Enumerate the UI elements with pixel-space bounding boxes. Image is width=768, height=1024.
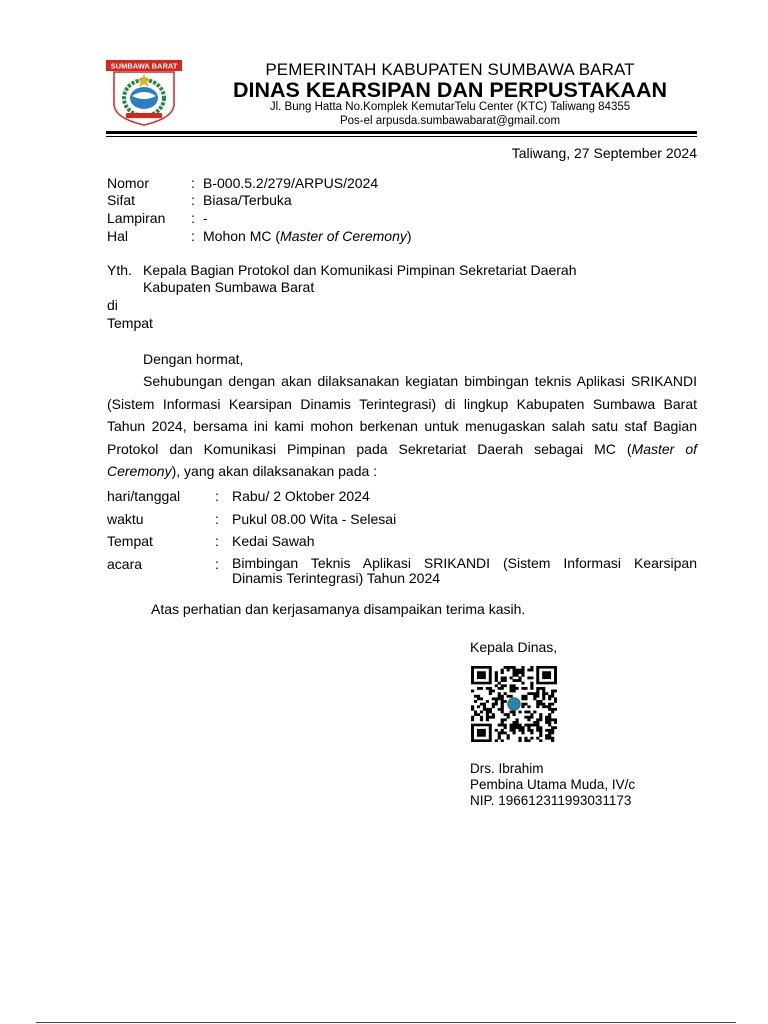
signature-qr-code <box>471 666 557 742</box>
signer-rank: Pembina Utama Muda, IV/c <box>470 777 636 792</box>
header-email: Pos-el arpusda.sumbawabarat@gmail.com <box>339 115 561 127</box>
meta-value-lampiran: - <box>203 210 208 226</box>
meta-label-sifat: Sifat <box>107 192 136 208</box>
meta-value-sifat: Biasa/Terbuka <box>203 192 292 208</box>
signer-name: Drs. Ibrahim <box>470 761 544 776</box>
header-divider-thin <box>106 136 697 137</box>
letter-date: Taliwang, 27 September 2024 <box>511 145 697 161</box>
logo-banner-text: SUMBAWA BARAT <box>110 61 178 71</box>
detail-colon: : <box>215 488 219 504</box>
detail-label-event: acara <box>107 556 143 572</box>
signature-title: Kepala Dinas, <box>470 639 558 655</box>
detail-label-time: waktu <box>107 511 144 527</box>
detail-value-date: Rabu/ 2 Oktober 2024 <box>232 488 370 504</box>
meta-colon: : <box>191 175 195 191</box>
body-paragraph-text: Sehubungan dengan akan dilaksanakan kegiatan bimbingan teknis Aplikasi SRIKANDI (Sistem Informasi Kearsipan Dinamis Terintegrasi) di lingkup Kabupaten Sumbawa Barat Tahun 2024, bersama ini kami mohon berkenan untuk menugaskan salah satu staf Bagian Protokol dan Komunikasi Pimpinan pada Sekretariat Daerah sebagai MC ( <box>107 373 697 457</box>
hal-prefix: Mohon MC ( <box>203 228 281 244</box>
detail-value-event: Bimbingan Teknis Aplikasi SRIKANDI (Sistem Informasi Kearsipan Dinamis Terintegrasi) Tahun 2024 <box>232 555 697 586</box>
recipient-line1: Kepala Bagian Protokol dan Komunikasi Pimpinan Sekretariat Daerah <box>143 262 577 278</box>
body-paragraph <box>107 370 697 483</box>
recipient-line2: Kabupaten Sumbawa Barat <box>143 279 315 295</box>
header-address: Jl. Bung Hatta No.Komplek KemutarTelu Center (KTC) Taliwang 84355 <box>269 101 631 113</box>
detail-colon: : <box>215 556 219 572</box>
page-bottom-line <box>36 1022 736 1023</box>
meta-value-hal <box>203 228 412 245</box>
recipient-di: di <box>107 297 118 313</box>
detail-colon: : <box>215 511 219 527</box>
header-government-name: PEMERINTAH KABUPATEN SUMBAWA BARAT <box>265 60 635 79</box>
detail-value-place: Kedai Sawah <box>232 533 315 549</box>
meta-label-nomor: Nomor <box>107 175 150 191</box>
meta-label-hal: Hal <box>107 228 129 244</box>
signer-nip: NIP. 196612311993031173 <box>470 793 632 808</box>
header-agency-name: DINAS KEARSIPAN DAN PERPUSTAKAAN <box>232 78 667 102</box>
government-logo <box>106 60 182 126</box>
closing-text: Atas perhatian dan kerjasamanya disampaikan terima kasih. <box>151 601 526 617</box>
meta-colon: : <box>191 192 195 208</box>
meta-value-nomor: B-000.5.2/279/ARPUS/2024 <box>203 175 379 191</box>
hal-italic: Master of Ceremony <box>280 228 407 244</box>
detail-value-time: Pukul 08.00 Wita - Selesai <box>232 511 397 527</box>
body-paragraph-suffix: ), yang akan dilaksanakan pada : <box>171 463 378 479</box>
detail-label-date: hari/tanggal <box>107 488 181 504</box>
meta-label-lampiran: Lampiran <box>107 210 166 226</box>
detail-colon: : <box>215 533 219 549</box>
meta-colon: : <box>191 210 195 226</box>
hal-suffix: ) <box>406 228 412 244</box>
meta-colon: : <box>191 228 195 244</box>
header-divider-thick <box>106 131 697 134</box>
body-paragraph-italic: Master of Ceremony <box>107 440 697 479</box>
detail-label-place: Tempat <box>107 533 153 549</box>
recipient-place: Tempat <box>107 315 153 331</box>
recipient-yth: Yth. <box>107 262 132 278</box>
greeting: Dengan hormat, <box>143 351 244 367</box>
